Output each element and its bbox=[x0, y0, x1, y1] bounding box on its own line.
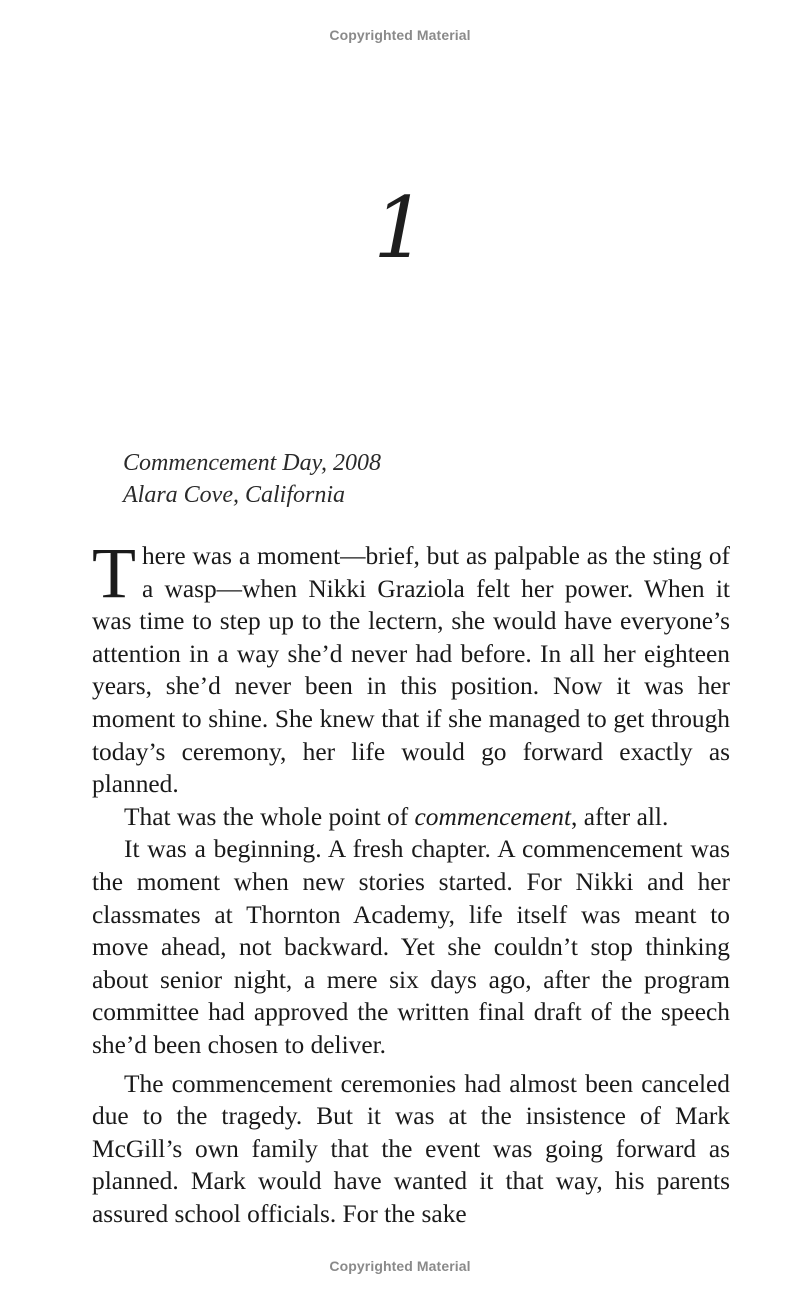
paragraph-1-text: here was a moment—brief, but as palpable as the sting of a wasp—when Nikki Graziola felt her power. When it was time to step up to the lectern, she would have everyone’s attention in a way she’d never had before. In all her eighteen years, she’d never been in this position. Now it was her moment to shine. She knew that if she managed to get through today’s ceremony, her life would go forward exactly as planned. bbox=[92, 542, 730, 799]
copyright-watermark-bottom: Copyrighted Material bbox=[329, 1258, 471, 1274]
paragraph-3: It was a beginning. A fresh chapter. A commencement was the moment when new stories started. For Nikki and her classmates at Thornton Academy, life itself was meant to move ahead, not backward. Yet she couldn’t stop thinking about senior night, a mere six days ago, after the program committee had approved the written final draft of the speech she’d been chosen to deliver. bbox=[92, 835, 730, 1059]
chapter-number: 1 bbox=[373, 179, 427, 277]
drop-cap: T bbox=[92, 533, 136, 613]
emphasis-commencement: commencement bbox=[414, 802, 572, 831]
dateline-date: Commencement Day, 2008 bbox=[123, 450, 381, 476]
paragraph-2-text-end: , after all. bbox=[571, 802, 669, 831]
dateline-place: Alara Cove, California bbox=[123, 482, 345, 508]
paragraph-2 bbox=[92, 801, 730, 834]
paragraph-2-text-start: That was the whole point of bbox=[124, 802, 415, 831]
chapter-body bbox=[92, 533, 730, 1230]
copyright-watermark-top: Copyrighted Material bbox=[329, 27, 471, 43]
paragraph-4: The commencement ceremonies had almost been canceled due to the tragedy. But it was at the insistence of Mark McGill’s own family that the event was going forward as planned. Mark would have wanted it that way, his parents assured school officials. For the sake bbox=[92, 1069, 730, 1228]
paragraph-1 bbox=[92, 533, 730, 801]
dateline bbox=[123, 447, 381, 511]
